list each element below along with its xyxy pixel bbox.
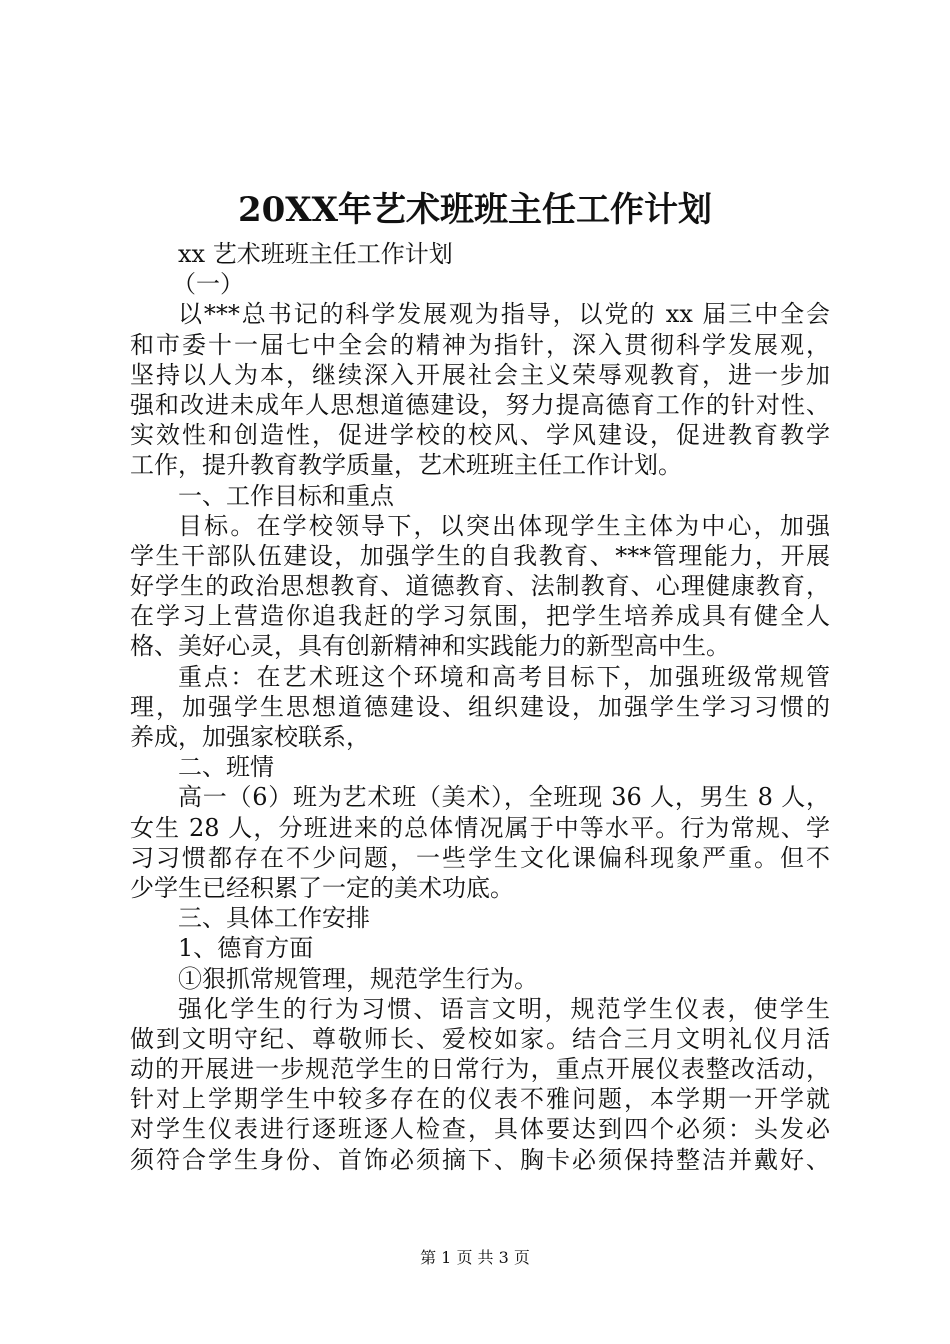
paragraph-line: 坚持以人为本，继续深入开展社会主义荣辱观教育，进一步加 xyxy=(130,360,830,389)
paragraph-line: （一） xyxy=(172,270,244,299)
paragraph-line: 学生干部队伍建设，加强学生的自我教育、***管理能力，开展 xyxy=(130,541,830,570)
paragraph-line: 动的开展进一步规范学生的日常行为，重点开展仪表整改活动， xyxy=(130,1055,830,1084)
document-title: 20XX年艺术班班主任工作计划 xyxy=(237,190,713,230)
paragraph-line: 针对上学期学生中较多存在的仪表不雅问题，本学期一开学就 xyxy=(130,1085,830,1114)
paragraph-line: 工作，提升教育教学质量，艺术班班主任工作计划。 xyxy=(130,451,682,480)
paragraph-line: 一、工作目标和重点 xyxy=(178,481,394,510)
paragraph-line: 强化学生的行为习惯、语言文明，规范学生仪表，使学生 xyxy=(178,994,830,1023)
page-number-footer: 第 1 页 共 3 页 xyxy=(420,1248,530,1267)
paragraph-line: 强和改进未成年人思想道德建设，努力提高德育工作的针对性、 xyxy=(130,390,830,419)
paragraph-line: 以***总书记的科学发展观为指导，以党的 xx 届三中全会 xyxy=(178,300,830,329)
paragraph-line: 对学生仪表进行逐班逐人检查，具体要达到四个必须：头发必 xyxy=(130,1115,830,1144)
paragraph-line: 好学生的政治思想教育、道德教育、法制教育、心理健康教育， xyxy=(130,572,830,601)
paragraph-line: 少学生已经积累了一定的美术功底。 xyxy=(130,873,514,902)
paragraph-line: 格、美好心灵，具有创新精神和实践能力的新型高中生。 xyxy=(130,632,730,661)
paragraph-line: 做到文明守纪、尊敬师长、爱校如家。结合三月文明礼仪月活 xyxy=(130,1024,830,1053)
paragraph-line: 高一（6）班为艺术班（美术），全班现 36 人，男生 8 人， xyxy=(178,783,830,812)
paragraph-line: 三、具体工作安排 xyxy=(178,904,370,933)
paragraph-line: ①狠抓常规管理，规范学生行为。 xyxy=(178,964,538,993)
paragraph-line: 女生 28 人，分班进来的总体情况属于中等水平。行为常规、学 xyxy=(130,813,830,842)
paragraph-line: 理，加强学生思想道德建设、组织建设，加强学生学习习惯的 xyxy=(130,692,830,721)
paragraph-line: 重点：在艺术班这个环境和高考目标下，加强班级常规管 xyxy=(178,662,830,691)
document-body xyxy=(130,239,830,1175)
paragraph-line: 目标。在学校领导下，以突出体现学生主体为中心，加强 xyxy=(178,511,830,540)
paragraph-line: 养成，加强家校联系， xyxy=(130,723,370,751)
paragraph-line: xx 艺术班班主任工作计划 xyxy=(178,240,453,268)
paragraph-line: 1、德育方面 xyxy=(178,934,314,963)
paragraph-line: 实效性和创造性，促进学校的校风、学风建设，促进教育教学 xyxy=(130,421,830,450)
paragraph-line: 习习惯都存在不少问题，一些学生文化课偏科现象严重。但不 xyxy=(130,843,830,872)
paragraph-line: 和市委十一届七中全会的精神为指针，深入贯彻科学发展观， xyxy=(130,330,830,359)
paragraph-line: 在学习上营造你追我赶的学习氛围，把学生培养成具有健全人 xyxy=(130,602,830,631)
paragraph-line: 须符合学生身份、首饰必须摘下、胸卡必须保持整洁并戴好、 xyxy=(130,1145,830,1174)
paragraph-line: 二、班情 xyxy=(178,753,274,782)
